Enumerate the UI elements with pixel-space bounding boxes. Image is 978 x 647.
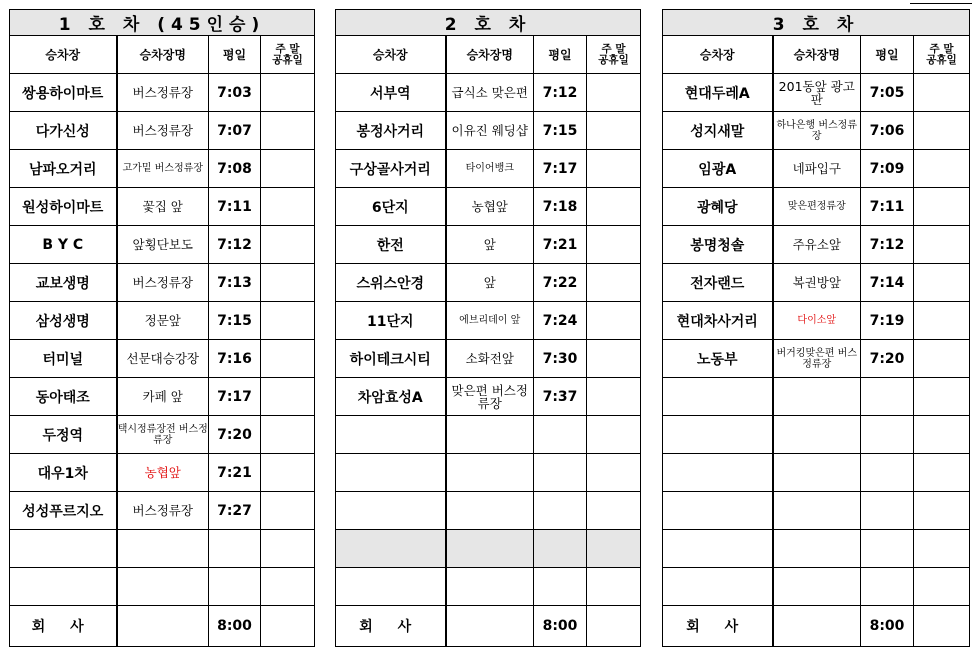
weekend-time: [587, 378, 641, 416]
stop-name: 광혜당: [663, 188, 773, 226]
boarding-place: 선문대승강장: [117, 340, 209, 378]
weekend-time: [261, 530, 315, 568]
bus-title: 3 호 차: [663, 10, 970, 36]
table-row: [10, 340, 315, 378]
column-header-stop: 승차장: [663, 36, 773, 74]
column-header-place: 승차장명: [446, 36, 534, 74]
weekday-time: 7:21: [534, 226, 587, 264]
column-header-weekday: 평일: [534, 36, 587, 74]
stop-name: 원성하이마트: [10, 188, 117, 226]
boarding-place: 버스정류장: [117, 492, 209, 530]
boarding-place: 맞은편정류장: [773, 188, 861, 226]
weekday-time: [209, 530, 261, 568]
table-row: [336, 568, 641, 606]
weekend-time: [587, 302, 641, 340]
weekday-time: 7:16: [209, 340, 261, 378]
weekday-time: 7:21: [209, 454, 261, 492]
stop-name: B Y C: [10, 226, 117, 264]
weekday-time: [861, 530, 914, 568]
weekday-time: 7:19: [861, 302, 914, 340]
table-row: [336, 454, 641, 492]
weekend-time: [261, 492, 315, 530]
weekday-time: [534, 416, 587, 454]
boarding-place: 복권방앞: [773, 264, 861, 302]
column-header-place: 승차장명: [117, 36, 209, 74]
boarding-place: [773, 454, 861, 492]
table-row: [10, 188, 315, 226]
stop-name: [663, 492, 773, 530]
weekend-time: [914, 568, 970, 606]
table-row: [336, 416, 641, 454]
stop-name: 11단지: [336, 302, 446, 340]
stop-name: 차암효성A: [336, 378, 446, 416]
boarding-place: 버스정류장: [117, 74, 209, 112]
stop-name: 회 사: [663, 606, 773, 647]
weekend-time: [914, 606, 970, 647]
weekend-time: [914, 74, 970, 112]
weekend-time: [587, 416, 641, 454]
weekend-time: [587, 226, 641, 264]
weekday-time: [861, 568, 914, 606]
stop-name: 대우1차: [10, 454, 117, 492]
weekday-time: [861, 492, 914, 530]
boarding-place: [117, 568, 209, 606]
stop-name: [10, 568, 117, 606]
stop-name: 봉명청솔: [663, 226, 773, 264]
weekday-time: 7:11: [861, 188, 914, 226]
stop-name: [663, 454, 773, 492]
weekday-time: 7:12: [209, 226, 261, 264]
weekend-time: [914, 378, 970, 416]
weekday-time: 7:06: [861, 112, 914, 150]
stop-name: 다가신성: [10, 112, 117, 150]
column-header-weekday: 평일: [861, 36, 914, 74]
stop-name: 스위스안경: [336, 264, 446, 302]
weekday-time: [534, 530, 587, 568]
boarding-place: 정문앞: [117, 302, 209, 340]
stop-name: [663, 416, 773, 454]
boarding-place: 하나은행 버스정류장: [773, 112, 861, 150]
boarding-place: 앞: [446, 264, 534, 302]
table-row: [336, 74, 641, 112]
stop-name: [336, 416, 446, 454]
weekend-time: [587, 74, 641, 112]
weekend-time: [914, 226, 970, 264]
weekday-time: 8:00: [209, 606, 261, 647]
table-row: [10, 568, 315, 606]
weekday-time: 7:15: [209, 302, 261, 340]
weekend-time: [914, 188, 970, 226]
weekday-time: 7:08: [209, 150, 261, 188]
weekday-time: 7:27: [209, 492, 261, 530]
weekday-time: [861, 378, 914, 416]
final-stop-row: [663, 606, 970, 647]
top-right-rule: [910, 3, 972, 4]
weekday-time: 7:05: [861, 74, 914, 112]
weekend-time: [587, 568, 641, 606]
table-row: [663, 568, 970, 606]
boarding-place: [773, 378, 861, 416]
weekday-time: 7:14: [861, 264, 914, 302]
boarding-place: 버거킹맞은편 버스정류장: [773, 340, 861, 378]
weekend-time: [914, 530, 970, 568]
boarding-place: [773, 530, 861, 568]
table-row: [663, 340, 970, 378]
weekend-time: [587, 264, 641, 302]
weekday-time: 7:20: [861, 340, 914, 378]
weekend-time: [261, 454, 315, 492]
table-row: [336, 112, 641, 150]
boarding-place: 농협앞: [117, 454, 209, 492]
boarding-place: [446, 416, 534, 454]
boarding-place: 타이어뱅크: [446, 150, 534, 188]
weekday-time: [534, 454, 587, 492]
boarding-place: 버스정류장: [117, 264, 209, 302]
bus-3-table: [662, 9, 970, 647]
boarding-place: 네파입구: [773, 150, 861, 188]
table-row: [663, 492, 970, 530]
boarding-place: [773, 606, 861, 647]
weekend-time: [914, 454, 970, 492]
boarding-place: 이유진 웨딩샵: [446, 112, 534, 150]
weekday-time: 7:20: [209, 416, 261, 454]
table-row: [663, 74, 970, 112]
stop-name: 교보생명: [10, 264, 117, 302]
boarding-place: [117, 606, 209, 647]
table-row: [10, 416, 315, 454]
weekday-time: [534, 492, 587, 530]
table-row: [10, 492, 315, 530]
stop-name: 회 사: [10, 606, 117, 647]
stop-name: 봉정사거리: [336, 112, 446, 150]
stop-name: 터미널: [10, 340, 117, 378]
weekday-time: 7:18: [534, 188, 587, 226]
stop-name: [663, 530, 773, 568]
weekend-time: [261, 74, 315, 112]
table-row: [10, 112, 315, 150]
weekend-time: [587, 454, 641, 492]
weekend-time: [261, 264, 315, 302]
weekend-time: [261, 226, 315, 264]
boarding-place: 버스정류장: [117, 112, 209, 150]
weekend-time: [587, 188, 641, 226]
boarding-place: [446, 530, 534, 568]
table-row: [663, 454, 970, 492]
table-row: [10, 378, 315, 416]
table-row: [10, 530, 315, 568]
boarding-place: 앞: [446, 226, 534, 264]
weekday-time: 7:07: [209, 112, 261, 150]
boarding-place: [446, 454, 534, 492]
table-row: [336, 530, 641, 568]
weekend-time: [587, 606, 641, 647]
stop-name: 하이테크시티: [336, 340, 446, 378]
boarding-place: 다이소앞: [773, 302, 861, 340]
table-row: [663, 112, 970, 150]
boarding-place: 고가밑 버스정류장: [117, 150, 209, 188]
column-header-weekend: 주 말 공휴일: [587, 36, 641, 74]
table-row: [663, 226, 970, 264]
weekday-time: 7:11: [209, 188, 261, 226]
weekend-time: [587, 530, 641, 568]
weekend-time: [914, 112, 970, 150]
boarding-place: 맞은편 버스정류장: [446, 378, 534, 416]
stop-name: [663, 378, 773, 416]
boarding-place: 꽃집 앞: [117, 188, 209, 226]
column-header-place: 승차장명: [773, 36, 861, 74]
stop-name: 현대두레A: [663, 74, 773, 112]
table-row: [663, 416, 970, 454]
stop-name: 성성푸르지오: [10, 492, 117, 530]
weekday-time: 8:00: [534, 606, 587, 647]
boarding-place: [446, 492, 534, 530]
stop-name: [10, 530, 117, 568]
table-row: [10, 150, 315, 188]
column-header-weekday: 평일: [209, 36, 261, 74]
boarding-place: 급식소 맞은편: [446, 74, 534, 112]
weekend-time: [587, 112, 641, 150]
stop-name: 남파오거리: [10, 150, 117, 188]
boarding-place: 소화전앞: [446, 340, 534, 378]
table-row: [10, 226, 315, 264]
boarding-place: [773, 416, 861, 454]
table-row: [663, 264, 970, 302]
weekend-time: [914, 150, 970, 188]
weekday-time: 7:13: [209, 264, 261, 302]
weekend-time: [261, 302, 315, 340]
stop-name: [336, 530, 446, 568]
weekday-time: [861, 416, 914, 454]
stop-name: 현대차사거리: [663, 302, 773, 340]
stop-name: 한전: [336, 226, 446, 264]
weekday-time: 7:22: [534, 264, 587, 302]
final-stop-row: [10, 606, 315, 647]
stop-name: 노동부: [663, 340, 773, 378]
table-row: [663, 150, 970, 188]
table-row: [10, 454, 315, 492]
boarding-place: 농협앞: [446, 188, 534, 226]
weekend-time: [914, 302, 970, 340]
boarding-place: [446, 568, 534, 606]
weekend-time: [587, 340, 641, 378]
weekend-time: [587, 150, 641, 188]
table-row: [336, 492, 641, 530]
weekday-time: [534, 568, 587, 606]
bus-1-table: [9, 9, 315, 647]
column-header-stop: 승차장: [336, 36, 446, 74]
stop-name: 회 사: [336, 606, 446, 647]
table-row: [663, 530, 970, 568]
weekday-time: 7:37: [534, 378, 587, 416]
boarding-place: 주유소앞: [773, 226, 861, 264]
weekend-time: [261, 568, 315, 606]
weekend-time: [261, 150, 315, 188]
table-row: [663, 188, 970, 226]
stop-name: 구상골사거리: [336, 150, 446, 188]
stop-name: [336, 568, 446, 606]
boarding-place: [773, 492, 861, 530]
table-row: [336, 188, 641, 226]
table-row: [10, 302, 315, 340]
stop-name: 동아태조: [10, 378, 117, 416]
stop-name: 임광A: [663, 150, 773, 188]
boarding-place: 201동앞 광고판: [773, 74, 861, 112]
weekend-time: [914, 340, 970, 378]
column-header-weekend: 주 말 공휴일: [261, 36, 315, 74]
table-row: [336, 150, 641, 188]
stop-name: 쌍용하이마트: [10, 74, 117, 112]
weekend-time: [261, 606, 315, 647]
table-row: [336, 226, 641, 264]
weekday-time: 7:15: [534, 112, 587, 150]
weekend-time: [587, 492, 641, 530]
stop-name: 삼성생명: [10, 302, 117, 340]
weekend-time: [261, 416, 315, 454]
weekend-time: [914, 416, 970, 454]
weekday-time: 7:17: [534, 150, 587, 188]
weekday-time: 7:30: [534, 340, 587, 378]
bus-title: 1 호 차 (45인승): [10, 10, 315, 36]
boarding-place: 앞횡단보도: [117, 226, 209, 264]
stop-name: [336, 492, 446, 530]
stop-name: 서부역: [336, 74, 446, 112]
weekend-time: [261, 188, 315, 226]
column-header-stop: 승차장: [10, 36, 117, 74]
table-row: [10, 264, 315, 302]
final-stop-row: [336, 606, 641, 647]
bus-title: 2 호 차: [336, 10, 641, 36]
bus-2-table: [335, 9, 641, 647]
stop-name: 두정역: [10, 416, 117, 454]
boarding-place: 택시정류장전 버스정류장: [117, 416, 209, 454]
table-row: [336, 302, 641, 340]
weekday-time: 7:24: [534, 302, 587, 340]
stop-name: [336, 454, 446, 492]
weekend-time: [261, 340, 315, 378]
weekday-time: 8:00: [861, 606, 914, 647]
weekday-time: 7:12: [861, 226, 914, 264]
table-row: [663, 378, 970, 416]
stop-name: 전자랜드: [663, 264, 773, 302]
weekday-time: [209, 568, 261, 606]
weekday-time: 7:12: [534, 74, 587, 112]
weekend-time: [914, 264, 970, 302]
weekend-time: [261, 378, 315, 416]
weekend-time: [261, 112, 315, 150]
stop-name: 성지새말: [663, 112, 773, 150]
boarding-place: 카페 앞: [117, 378, 209, 416]
boarding-place: 에브리데이 앞: [446, 302, 534, 340]
table-row: [336, 264, 641, 302]
weekday-time: 7:03: [209, 74, 261, 112]
table-row: [336, 340, 641, 378]
weekday-time: 7:09: [861, 150, 914, 188]
column-header-weekend: 주 말 공휴일: [914, 36, 970, 74]
table-row: [663, 302, 970, 340]
boarding-place: [773, 568, 861, 606]
weekday-time: [861, 454, 914, 492]
weekday-time: 7:17: [209, 378, 261, 416]
weekend-time: [914, 492, 970, 530]
boarding-place: [446, 606, 534, 647]
table-row: [10, 74, 315, 112]
stop-name: [663, 568, 773, 606]
stop-name: 6단지: [336, 188, 446, 226]
table-row: [336, 378, 641, 416]
boarding-place: [117, 530, 209, 568]
